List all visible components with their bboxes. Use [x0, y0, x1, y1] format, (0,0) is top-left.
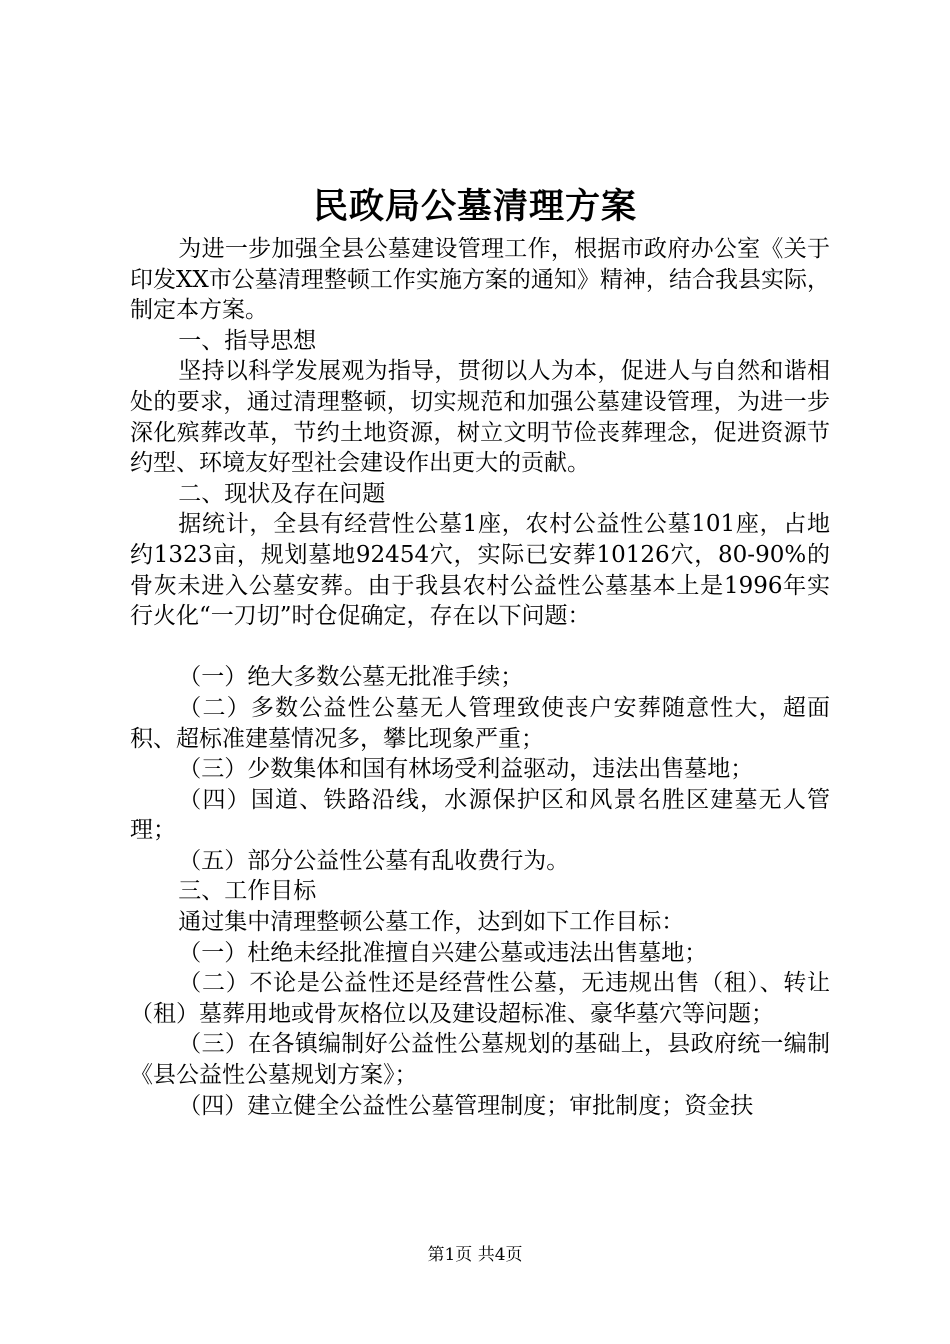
section-heading-current-status: 二、现状及存在问题 — [178, 480, 386, 507]
statistics-paragraph: 据统计，全县有经营性公墓1座，农村公益性公墓101座，占地约1323亩，规划墓地92454穴，实际已安葬10126穴，80-90%的骨灰未进入公墓安葬。由于我县农村公益性公墓基本上是1996年实行火化“一刀切”时仓促确定，存在以下问题： — [130, 511, 830, 630]
section-heading-work-goals: 三、工作目标 — [178, 878, 317, 905]
problem-item-4: （四）国道、铁路沿线，水源保护区和风景名胜区建墓无人管理； — [130, 786, 830, 844]
intro-paragraph: 为进一步加强全县公墓建设管理工作，根据市政府办公室《关于印发XX市公墓清理整顿工作实施方案的通知》精神，结合我县实际，制定本方案。 — [130, 236, 830, 324]
goal-item-2: （二）不论是公益性还是经营性公墓，无违规出售（租）、转让（租）墓葬用地或骨灰格位以及建设超标准、豪华墓穴等问题； — [130, 970, 830, 1027]
page-number-footer: 第1页 共4页 — [427, 1245, 523, 1265]
section-heading-guiding-ideology: 一、指导思想 — [178, 327, 317, 354]
goal-item-3: （三）在各镇编制好公益性公墓规划的基础上，县政府统一编制《县公益性公墓规划方案》； — [130, 1031, 830, 1089]
goal-item-4: （四）建立健全公益性公墓管理制度；审批制度；资金扶 — [178, 1092, 754, 1119]
document-body — [130, 234, 830, 1121]
document-title: 民政局公墓清理方案 — [312, 186, 637, 227]
guiding-ideology-paragraph: 坚持以科学发展观为指导，贯彻以人为本，促进人与自然和谐相处的要求，通过清理整顿，切实规范和加强公墓建设管理，为进一步深化殡葬改革，节约土地资源，树立文明节俭丧葬理念，促进资源节约型、环境友好型社会建设作出更大的贡献。 — [130, 358, 830, 477]
work-goals-intro: 通过集中清理整顿公墓工作，达到如下工作目标： — [178, 909, 685, 936]
problem-item-1: （一）绝大多数公墓无批准手续； — [178, 664, 524, 691]
problem-item-5: （五）部分公益性公墓有乱收费行为。 — [178, 847, 570, 874]
blank-line — [130, 632, 830, 663]
goal-item-1: （一）杜绝未经批准擅自兴建公墓或违法出售墓地； — [178, 939, 708, 966]
problem-item-3: （三）少数集体和国有林场受利益驱动，违法出售墓地； — [178, 756, 754, 783]
problem-item-2: （二）多数公益性公墓无人管理致使丧户安葬随意性大，超面积、超标准建墓情况多，攀比现象严重； — [130, 694, 830, 752]
